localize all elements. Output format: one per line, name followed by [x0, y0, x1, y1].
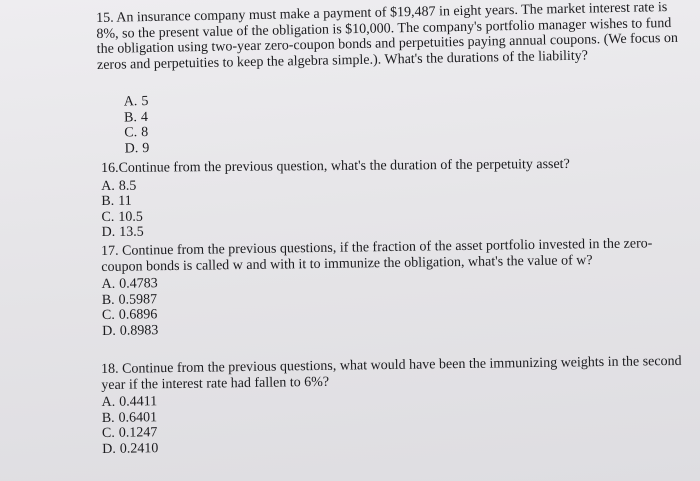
option-text: 0.6896 — [118, 307, 158, 323]
option-letter: B. — [101, 292, 115, 308]
option-text: 8.5 — [118, 178, 137, 194]
option-letter: A. — [101, 394, 116, 410]
option-letter: B. — [101, 410, 115, 426]
answer-options — [101, 174, 572, 240]
option-letter: C. — [101, 425, 115, 441]
option-letter: D. — [124, 140, 139, 156]
option-letter: D. — [101, 224, 116, 240]
option-text: 4 — [140, 109, 149, 125]
option-text: 0.4411 — [119, 394, 158, 410]
answer-options — [98, 84, 689, 157]
option-text: 10.5 — [118, 209, 143, 225]
option-text: 0.8983 — [119, 322, 159, 339]
option-letter: A. — [101, 276, 116, 292]
option-letter: C. — [124, 125, 138, 141]
question-stem: 18. Continue from the previous questions, what would have been the immunizing weights in the second year if the interest rate had fallen to 6%? — [101, 353, 682, 393]
option-text: 0.4783 — [119, 276, 158, 292]
option-text: 11 — [118, 193, 132, 209]
question-stem: 16.Continue from the previous question, what's the duration of the perpetuity asset? — [101, 156, 570, 176]
question-18 — [101, 354, 687, 457]
option-text: 9 — [142, 140, 150, 156]
option-text: 13.5 — [119, 224, 144, 240]
option-text: 0.5987 — [118, 291, 158, 308]
option-letter: A. — [101, 178, 115, 194]
option-letter: C. — [101, 307, 115, 323]
option-text: 0.6401 — [118, 409, 158, 426]
option-text: 0.2410 — [119, 440, 159, 457]
option-text: 0.1247 — [118, 425, 158, 441]
option-letter: D. — [102, 323, 116, 339]
answer-options — [101, 387, 687, 457]
option-text: 8 — [141, 125, 149, 141]
question-15 — [96, 0, 689, 157]
answer-options — [101, 269, 687, 339]
question-17 — [101, 236, 687, 339]
option-letter: B. — [123, 109, 138, 125]
question-stem: 15. An insurance company must make a payment of $19,487 in eight years. The market interest rate is 8%, so the present value of the obligation is $10,000. The company's portfolio manager wishes to fund the obligation using two-year zero-coupon bonds and perpetuities paying annual coupons. (We focus on zeros and perpetuities to keep the algebra simple.). What's the durations of the liability? — [96, 0, 679, 73]
option-letter: A. — [123, 94, 138, 110]
option-letter: C. — [101, 209, 115, 225]
question-stem: 17. Continue from the previous questions, if the fraction of the asset portfolio invested in the zero-coupon bonds is called w and with it to immunize the obligation, what's the value of w? — [101, 236, 653, 275]
option-letter: B. — [101, 193, 115, 209]
option-letter: D. — [102, 441, 116, 457]
option-text: 5 — [141, 94, 149, 110]
question-16 — [101, 157, 572, 241]
